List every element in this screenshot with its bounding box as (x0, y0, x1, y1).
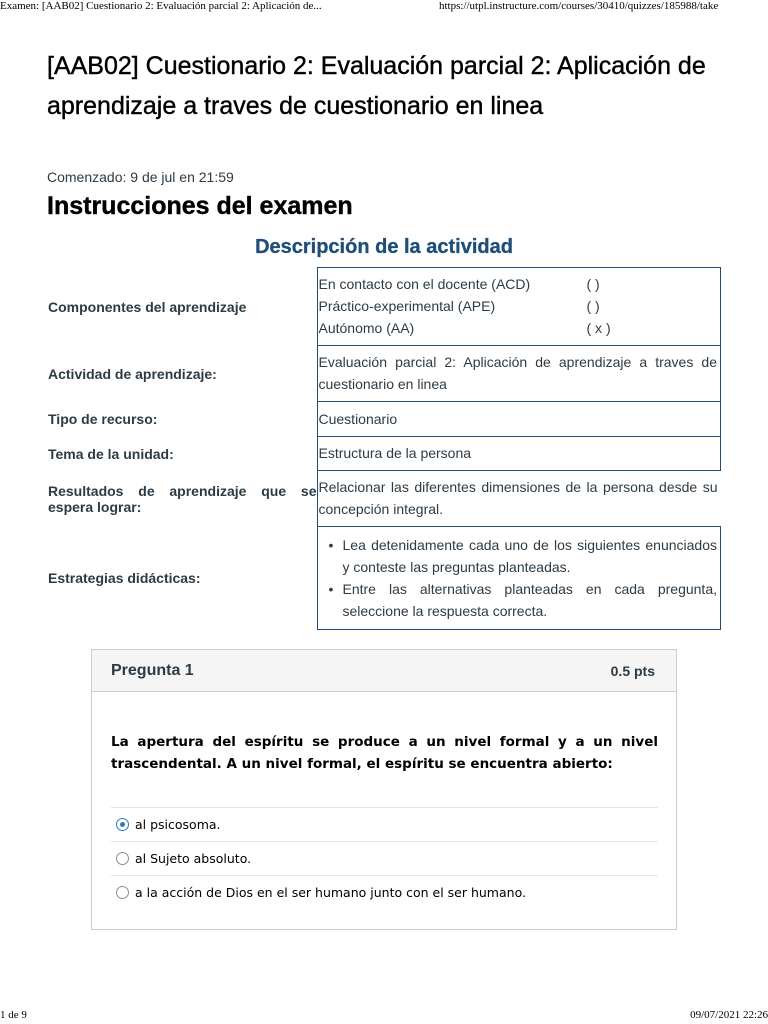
table-row (47, 346, 721, 402)
print-header-title: Examen: [AAB02] Cuestionario 2: Evaluación parcial 2: Aplicación de... (0, 0, 322, 12)
radio-button[interactable] (116, 886, 129, 899)
componente-name: Práctico-experimental (APE) (318, 298, 496, 314)
list-item: • Lea detenidamente cada uno de los siguientes enunciados y conteste las preguntas planteadas. (319, 534, 718, 578)
componente-line (319, 273, 718, 295)
tema-value: Estructura de la persona (317, 437, 721, 471)
list-item: • Entre las alternativas planteadas en cada pregunta, seleccione la respuesta correcta. (319, 578, 718, 622)
estrategias-label: Estrategias didácticas: (48, 570, 201, 586)
print-footer (0, 1009, 768, 1024)
radio-button[interactable] (116, 852, 129, 865)
answer-label: a la acción de Dios en el ser humano junto con el ser humano. (135, 885, 526, 900)
activity-description-heading: Descripción de la actividad (255, 236, 513, 258)
answer-label: al psicosoma. (135, 817, 221, 832)
recurso-value: Cuestionario (317, 402, 721, 437)
instructions-heading: Instrucciones del examen (47, 192, 353, 220)
print-header-url: https://utpl.instructure.com/courses/30410/quizzes/185988/take (439, 0, 719, 12)
print-header (0, 0, 768, 16)
componente-name: Autónomo (AA) (318, 320, 415, 336)
table-row (47, 268, 721, 346)
tema-label: Tema de la unidad: (48, 445, 174, 462)
actividad-value: Evaluación parcial 2: Aplicación de aprendizaje a traves de cuestionario en linea (317, 346, 721, 402)
print-datetime: 09/07/2021 22:26 (690, 1009, 768, 1021)
question-name: Pregunta 1 (111, 661, 194, 679)
radio-button[interactable] (116, 818, 129, 831)
page-number: 1 de 9 (0, 1009, 27, 1021)
question-header (92, 650, 676, 692)
table-row (47, 527, 721, 630)
quiz-title: [AAB02] Cuestionario 2: Evaluación parcial 2: Aplicación de aprendizaje a traves de cuestionario en linea (47, 52, 706, 120)
table-row (47, 437, 721, 471)
resultados-label: Resultados de aprendizaje que se espera lograr: (48, 482, 317, 515)
started-timestamp: Comenzado: 9 de jul en 21:59 (47, 169, 234, 185)
actividad-label: Actividad de aprendizaje: (48, 365, 217, 382)
resultados-value: Relacionar las diferentes dimensiones de la persona desde su concepción integral. (317, 471, 721, 527)
componentes-label: Componentes del aprendizaje (48, 298, 247, 315)
activity-table (47, 267, 721, 630)
componente-line (319, 295, 718, 317)
answer-label: al Sujeto absoluto. (135, 851, 252, 866)
componente-mark: ( x ) (586, 320, 611, 336)
question-card (91, 649, 677, 930)
answer-option[interactable] (111, 807, 658, 841)
answer-option[interactable] (111, 841, 658, 875)
table-row (47, 471, 721, 527)
estrategias-value (317, 527, 721, 630)
table-row (47, 402, 721, 437)
question-text: La apertura del espíritu se produce a un nivel formal y a un nivel trascendental. A un nivel formal, el espíritu se encuentra abierto: (111, 734, 658, 772)
answer-list (111, 807, 658, 909)
estrategias-list (319, 534, 718, 622)
componentes-value (317, 268, 721, 346)
answer-option[interactable] (111, 875, 658, 909)
componente-line (319, 317, 718, 339)
componente-mark: ( ) (586, 298, 600, 314)
recurso-label: Tipo de recurso: (48, 411, 158, 427)
componente-mark: ( ) (586, 276, 600, 292)
question-points: 0.5 pts (610, 662, 655, 679)
componente-name: En contacto con el docente (ACD) (318, 276, 531, 292)
